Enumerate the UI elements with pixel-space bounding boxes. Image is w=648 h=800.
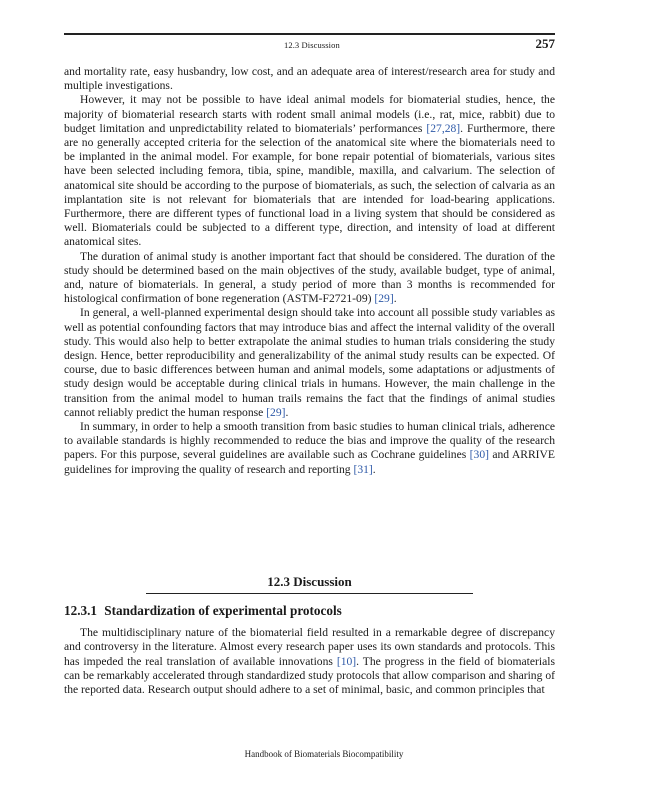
section-title: 12.3 Discussion xyxy=(267,574,352,589)
citation-link[interactable]: [31] xyxy=(353,462,373,476)
subsection-heading xyxy=(64,603,342,619)
page-footer: Handbook of Biomaterials Biocompatibility xyxy=(244,749,404,759)
subsection-number: 12.3.1 xyxy=(64,603,97,618)
paragraph-text-tail: . xyxy=(285,405,289,419)
citation-link[interactable]: [29] xyxy=(374,292,394,306)
paragraph-text-middle: and ARRIVE guidelines for improving the quality of research and reporting xyxy=(64,448,555,476)
paragraph-text: and mortality rate, easy husbandry, low cost, and an adequate area of interest/research area for study and multiple investigations. xyxy=(64,65,555,93)
paragraph-text-tail: . Furthermore, there are no generally accepted criteria for the selection of the anatomical site where the biomaterials need to be implanted in the animal model. For example, for bone repair potential of biomaterials, various sites have been selected including femora, tibia, spine, mandible, maxilla, and calvarium. The selection of anatomical site should be according to the purpose of biomaterials, as such, the selection of calvaria as an implantation site is not relevant for biomaterials that are intended for load-bearing applications. Furthermore, there are different types of functional load in a living system that should be considered as well. Biomaterials could be subjected to a different type, direction, and intensity of load at different anatomical sites. xyxy=(64,121,555,249)
section-heading xyxy=(146,574,473,594)
running-head: 12.3 Discussion xyxy=(284,40,340,50)
paragraph-text-tail: . xyxy=(372,462,376,476)
paragraph-text: In summary, in order to help a smooth transition from basic studies to human clinical trials, adherence to available standards is highly recommended to reduce the bias and improve the quality of the research papers. For this purpose, several guidelines are available such as Cochrane guidelines xyxy=(64,420,555,462)
paragraph-text-tail: . xyxy=(393,292,397,306)
paragraph-text-tail: . The progress in the field of biomaterials can be remarkably accelerated through standardized study protocols that allow comparison and sharing of the reported data. Research output should adhere to a set of minimal, basic, and common principles that xyxy=(64,654,555,697)
paragraph-experimental-design xyxy=(64,306,555,420)
subsection-title: Standardization of experimental protocols xyxy=(104,603,342,618)
citation-link[interactable]: [30] xyxy=(469,448,489,462)
paragraph-text: The duration of animal study is another important fact that should be considered. The duration of the study should be determined based on the main objectives of the study, available budget, type of animal, and, nature of biomaterials. In general, a study period of more than 3 months is recommended for histological confirmation of bone regeneration (ASTM-F2721-09) xyxy=(64,249,555,306)
body-text xyxy=(64,65,555,477)
citation-link[interactable]: [29] xyxy=(266,405,286,419)
header-rule xyxy=(64,33,555,35)
citation-link[interactable]: [27,28] xyxy=(426,121,461,135)
page-number: 257 xyxy=(535,36,555,51)
paragraph-animal-models xyxy=(64,93,555,249)
paragraph-text: In general, a well-planned experimental design should take into account all possible study variables as well as potential confounding factors that may introduce bias and affect the internal validity of the overall study. This would also help to better extrapolate the animal studies to human trials considering the study design. Hence, better reproducibility and generalizability of the animal study results can be expected. Of course, due to basic differences between human and animal models, some adaptations or adjustments of study design would be acceptable during clinical trials in humans. However, the main challenge in the transition from the animal model to human trails remains the fact that the findings of animal studies cannot reliably predict the human response xyxy=(64,306,555,419)
paragraph-continuation xyxy=(64,65,555,93)
section-body-text xyxy=(64,626,555,697)
paragraph-text: However, it may not be possible to have ideal animal models for biomaterial studies, hence, the majority of biomaterial research starts with rodent small animal models (i.e., rat, mice, rabbit) due to budget limitation and unpredictability related to biomaterials’ performances xyxy=(64,93,555,135)
paragraph-text: The multidisciplinary nature of the biomaterial field resulted in a remarkable degree of discrepancy and controversy in the literature. Almost every research paper uses its own standards and protocols. This has impeded the real translation of available innovations xyxy=(64,626,555,668)
paragraph-standardization xyxy=(64,626,555,697)
paragraph-study-duration xyxy=(64,250,555,307)
paragraph-summary xyxy=(64,420,555,477)
section-rule xyxy=(146,593,473,594)
citation-link[interactable]: [10] xyxy=(336,654,357,668)
